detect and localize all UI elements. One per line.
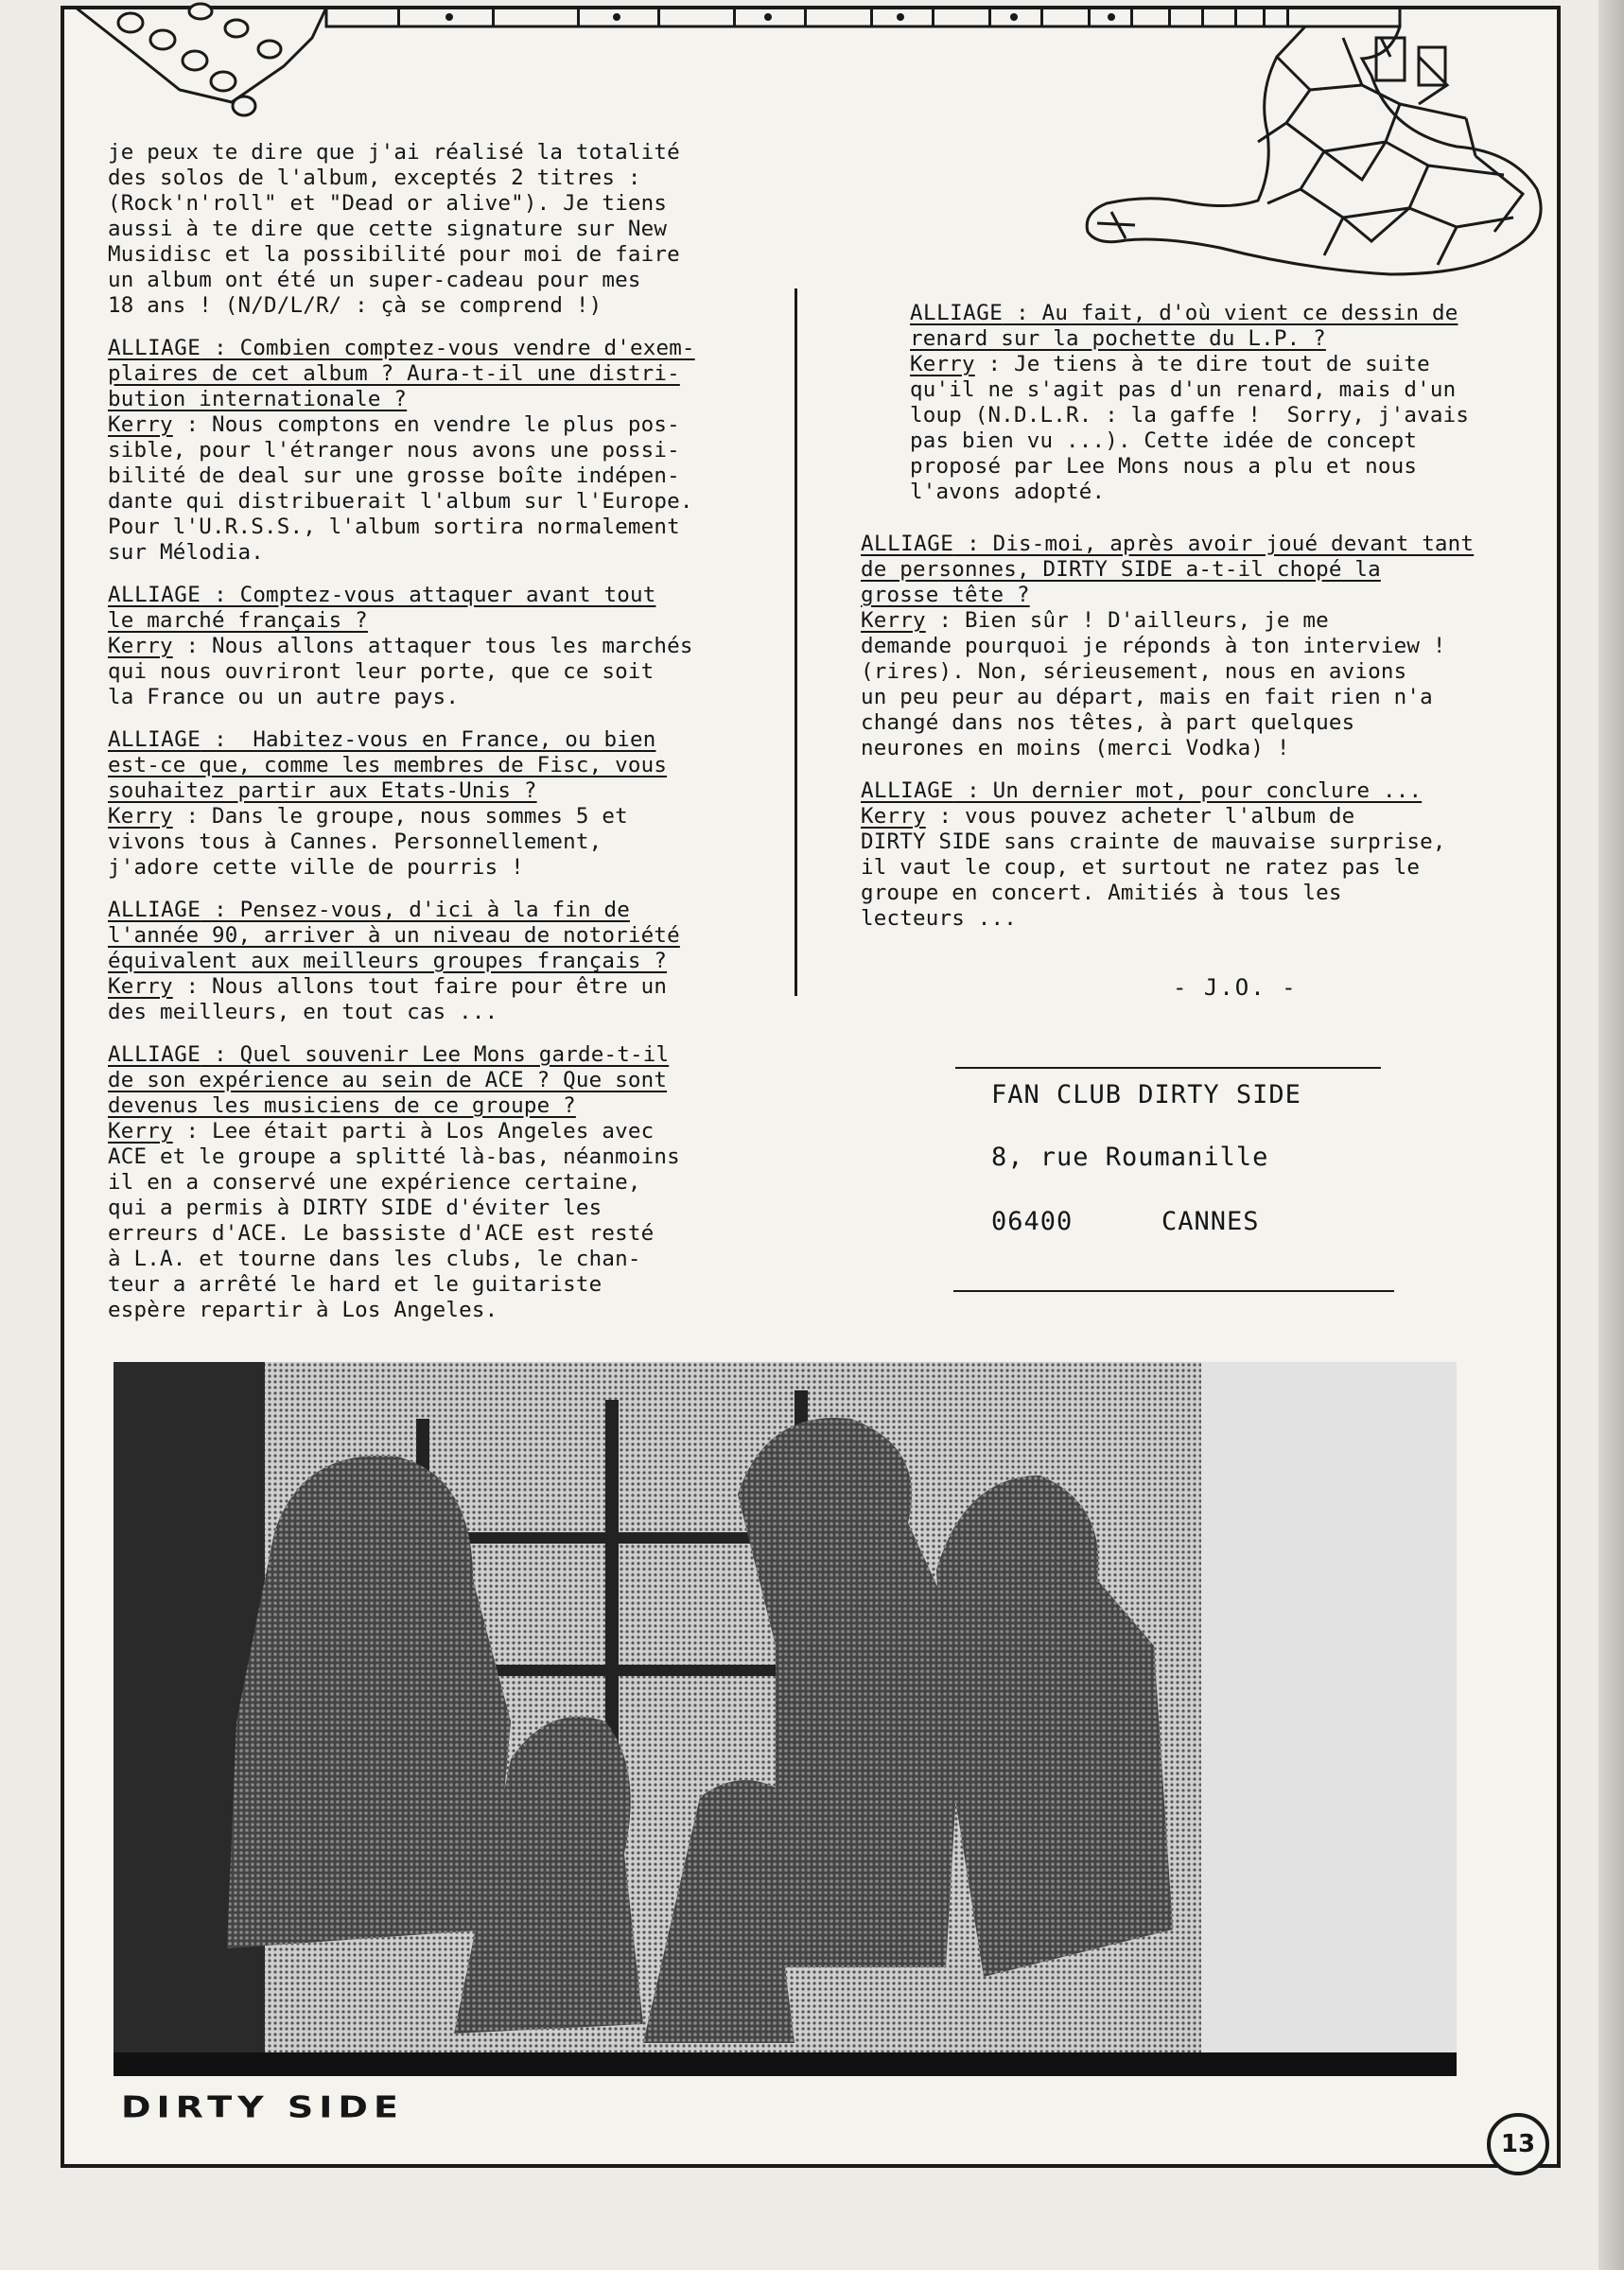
- respondent-label: Kerry: [108, 974, 173, 999]
- interviewer-label: ALLIAGE: [861, 532, 954, 556]
- photo-caption: DIRTY SIDE: [121, 2090, 404, 2125]
- respondent-label: Kerry: [108, 634, 173, 658]
- answer-line: la France ou un autre pays.: [108, 685, 460, 709]
- answer-line: Pour l'U.R.S.S., l'album sortira normalement: [108, 515, 680, 539]
- question-line: devenus les musiciens de ce groupe ?: [108, 1093, 576, 1118]
- answer-line: DIRTY SIDE sans crainte de mauvaise surprise,: [861, 829, 1446, 854]
- interview-right-column-bottom: [861, 532, 1513, 949]
- answer-line: il vaut le coup, et surtout ne ratez pas le: [861, 855, 1421, 880]
- answer-line: il en a conservé une expérience certaine,: [108, 1170, 641, 1195]
- author-signature: - J.O. -: [1173, 974, 1298, 1001]
- answer-line: groupe en concert. Amitiés à tous les: [861, 881, 1342, 905]
- answer-line: sible, pour l'étranger nous avons une possi-: [108, 438, 680, 463]
- answer-line: Kerry : vous pouvez acheter l'album de: [861, 804, 1355, 829]
- text-line: je peux te dire que j'ai réalisé la totalité: [108, 140, 680, 165]
- answer-line: qu'il ne s'agit pas d'un renard, mais d'un: [910, 377, 1457, 402]
- answer-line: qui nous ouvriront leur porte, que ce soit: [108, 659, 655, 684]
- page-number: 13: [1487, 2113, 1549, 2175]
- question-notoriety: [108, 898, 751, 1025]
- question-line: souhaitez partir aux Etats-Unis ?: [108, 778, 537, 803]
- question-line: est-ce que, comme les membres de Fisc, vous: [108, 753, 668, 777]
- text-line: un album ont été un super-cadeau pour mes: [108, 268, 641, 292]
- question-ace-experience: [108, 1042, 751, 1323]
- fan-club-postcode: 06400: [991, 1207, 1074, 1236]
- interviewer-label: ALLIAGE: [108, 1042, 201, 1067]
- interviewer-label: ALLIAGE: [108, 336, 201, 360]
- text-line: Musidisc et la possibilité pour moi de faire: [108, 242, 680, 267]
- answer-line: ACE et le groupe a splitté là-bas, néanmoins: [108, 1144, 680, 1169]
- band-photo: [114, 1362, 1457, 2076]
- fan-club-street: 8, rue Roumanille: [991, 1143, 1269, 1172]
- question-line: de personnes, DIRTY SIDE a-t-il chopé la: [861, 557, 1381, 582]
- binding-edge: [1598, 0, 1624, 2270]
- answer-line: neurones en moins (merci Vodka) !: [861, 736, 1290, 760]
- question-line: plaires de cet album ? Aura-t-il une distri-: [108, 361, 680, 386]
- respondent-label: Kerry: [108, 804, 173, 829]
- interview-right-column-top: [910, 301, 1515, 522]
- interview-left-column: [108, 140, 751, 1340]
- answer-line: Kerry : Je tiens à te dire tout de suite: [910, 352, 1430, 376]
- column-divider: [795, 288, 797, 996]
- question-line: ALLIAGE : Dis-moi, après avoir joué devant tant: [861, 532, 1475, 556]
- respondent-label: Kerry: [861, 608, 926, 633]
- text-line: 18 ans ! (N/D/L/R/ : çà se comprend !): [108, 293, 602, 318]
- answer-line: Kerry : Dans le groupe, nous sommes 5 et: [108, 804, 628, 829]
- answer-line: qui a permis à DIRTY SIDE d'éviter les: [108, 1196, 602, 1220]
- question-line: le marché français ?: [108, 608, 368, 633]
- answer-line: sur Mélodia.: [108, 540, 264, 565]
- question-line: équivalent aux meilleurs groupes français ?: [108, 949, 668, 973]
- top-rule: [955, 1067, 1381, 1069]
- interviewer-label: ALLIAGE: [861, 778, 954, 803]
- fan-club-name: FAN CLUB DIRTY SIDE: [991, 1080, 1301, 1109]
- respondent-label: Kerry: [910, 352, 975, 376]
- answer-line: demande pourquoi je réponds à ton interview !: [861, 634, 1446, 658]
- text-line: (Rock'n'roll" et "Dead or alive"). Je tiens: [108, 191, 668, 216]
- interviewer-label: ALLIAGE: [108, 727, 201, 752]
- fan-club-address-box: [955, 1067, 1390, 1294]
- fan-club-city: CANNES: [1161, 1207, 1260, 1236]
- answer-line: pas bien vu ...). Cette idée de concept: [910, 428, 1418, 453]
- question-line: grosse tête ?: [861, 583, 1030, 607]
- question-cover-art: [910, 301, 1515, 505]
- question-french-market: [108, 583, 751, 710]
- answer-line: Kerry : Nous allons tout faire pour être un: [108, 974, 668, 999]
- answer-line: bilité de deal sur une grosse boîte indépen-: [108, 463, 680, 488]
- question-line: renard sur la pochette du L.P. ?: [910, 326, 1326, 351]
- answer-line: proposé par Lee Mons nous a plu et nous: [910, 454, 1418, 479]
- question-line: ALLIAGE : Quel souvenir Lee Mons garde-t-il: [108, 1042, 670, 1067]
- question-line: ALLIAGE : Au fait, d'où vient ce dessin de: [910, 301, 1458, 325]
- question-line: ALLIAGE : Combien comptez-vous vendre d'exem-: [108, 336, 695, 360]
- respondent-label: Kerry: [861, 804, 926, 829]
- answer-line: à L.A. et tourne dans les clubs, le chan-: [108, 1247, 641, 1271]
- answer-line: Kerry : Nous comptons en vendre le plus pos-: [108, 412, 680, 437]
- answer-line: changé dans nos têtes, à part quelques: [861, 710, 1355, 735]
- answer-line: espère repartir à Los Angeles.: [108, 1298, 498, 1322]
- question-line: bution internationale ?: [108, 387, 408, 411]
- answer-line: l'avons adopté.: [910, 480, 1106, 504]
- question-line: ALLIAGE : Un dernier mot, pour conclure ...: [861, 778, 1423, 803]
- answer-line: Kerry : Lee était parti à Los Angeles avec: [108, 1119, 655, 1144]
- respondent-label: Kerry: [108, 1119, 173, 1144]
- answer-line: loup (N.D.L.R. : la gaffe ! Sorry, j'avais: [910, 403, 1470, 428]
- bottom-rule: [953, 1290, 1394, 1292]
- answer-line: erreurs d'ACE. Le bassiste d'ACE est resté: [108, 1221, 655, 1246]
- answer-line: des meilleurs, en tout cas ...: [108, 1000, 498, 1024]
- question-residence: [108, 727, 751, 881]
- question-line: ALLIAGE : Habitez-vous en France, ou bien: [108, 727, 656, 752]
- answer-line: dante qui distribuerait l'album sur l'Europe.: [108, 489, 693, 514]
- text-line: aussi à te dire que cette signature sur New: [108, 217, 668, 241]
- interviewer-label: ALLIAGE: [108, 898, 201, 922]
- question-line: ALLIAGE : Pensez-vous, d'ici à la fin de: [108, 898, 630, 922]
- question-line: ALLIAGE : Comptez-vous attaquer avant tout: [108, 583, 656, 607]
- answer-line: teur a arrêté le hard et le guitariste: [108, 1272, 602, 1297]
- answer-line: Kerry : Nous allons attaquer tous les marchés: [108, 634, 693, 658]
- question-distribution: [108, 336, 751, 566]
- text-line: des solos de l'album, exceptés 2 titres :: [108, 166, 641, 190]
- question-last-word: [861, 778, 1513, 932]
- answer-line: vivons tous à Cannes. Personnellement,: [108, 829, 602, 854]
- interviewer-label: ALLIAGE: [108, 583, 201, 607]
- question-line: de son expérience au sein de ACE ? Que sont: [108, 1068, 668, 1092]
- answer-line: un peu peur au départ, mais en fait rien n'a: [861, 685, 1433, 709]
- question-line: l'année 90, arriver à un niveau de notoriété: [108, 923, 680, 948]
- intro-paragraph: [108, 140, 751, 319]
- interviewer-label: ALLIAGE: [910, 301, 1004, 325]
- question-big-head: [861, 532, 1513, 761]
- answer-line: Kerry : Bien sûr ! D'ailleurs, je me: [861, 608, 1329, 633]
- respondent-label: Kerry: [108, 412, 173, 437]
- answer-line: (rires). Non, sérieusement, nous en avions: [861, 659, 1407, 684]
- answer-line: j'adore cette ville de pourris !: [108, 855, 524, 880]
- answer-line: lecteurs ...: [861, 906, 1017, 931]
